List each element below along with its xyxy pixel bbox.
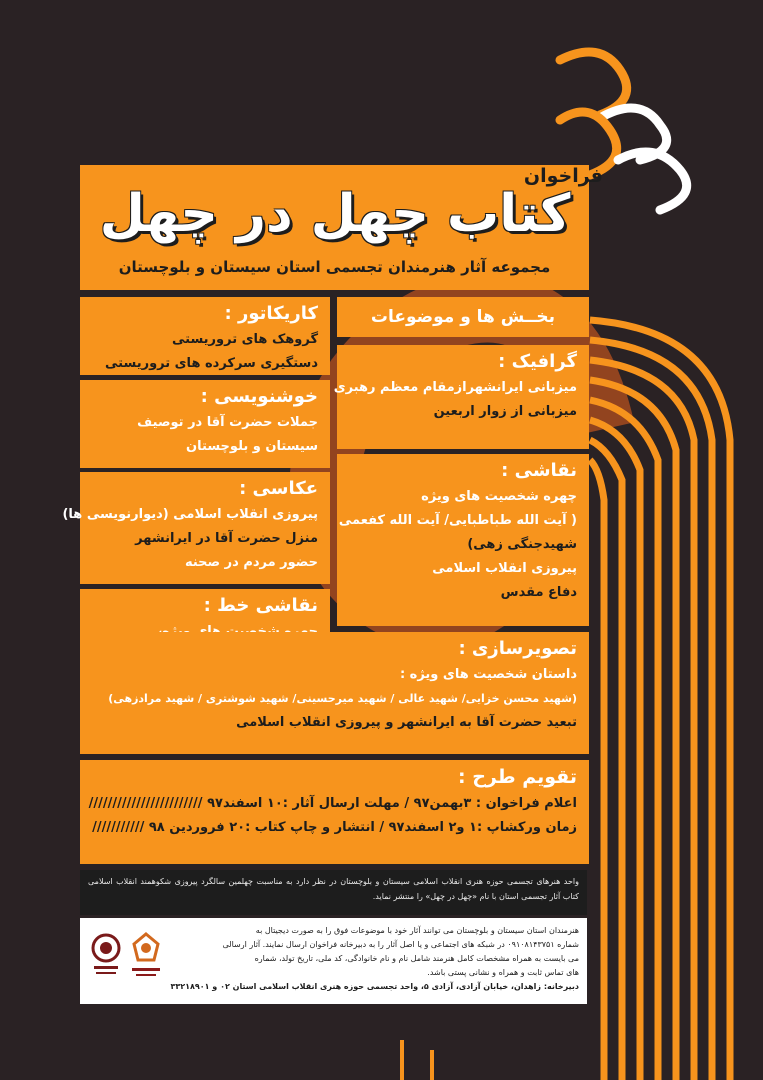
art-center-logo-icon — [128, 930, 164, 986]
calendar-line: زمان ورکشاپ :۱ و۲ اسفند۹۷ / انتشار و چاپ کتاب :۲۰ فروردین ۹۸ /////////// — [92, 820, 577, 835]
graphic-title: گرافیک : — [498, 351, 577, 372]
info-line: دبیرخانه: زاهدان، خیابان آزادی، آزادی ۵، واحد تجسمی حوزه هنری انقلاب اسلامی استان ۰۲ و ۳۳۲۱۸۹۰۱ — [170, 982, 579, 991]
cartoon-box — [80, 297, 330, 375]
photography-box — [62, 472, 330, 584]
illustration-box — [80, 632, 589, 754]
photography-line: حضور مردم در صحنه — [184, 555, 318, 570]
graphic-line: میزبانی ایرانشهرازمقام معظم رهبری — [333, 380, 577, 395]
calligraphy-title: خوشنویسی : — [200, 386, 318, 407]
info-line: هنرمندان استان سیستان و بلوچستان می توانند آثار خود با موضوعات فوق را به صورت دیجیتال به — [255, 926, 579, 935]
illustration-title: تصویرسازی : — [458, 638, 577, 659]
poster-subtitle: مجموعه آثار هنرمندان تجسمی استان سیستان و بلوچستان — [118, 258, 551, 276]
painting-title: نقاشی : — [501, 460, 577, 481]
photography-line: منزل حضرت آقا در ایرانشهر — [135, 531, 318, 546]
painting-line: ( آیت الله طباطبایی/ آیت الله کفعمی — [338, 513, 577, 528]
calligraphy-line: جملات حضرت آقا در توصیف — [137, 415, 318, 430]
calligraphy-painting-title: نقاشی خط : — [203, 595, 318, 616]
graphic-box — [333, 345, 589, 449]
organization-emblem-icon — [90, 932, 122, 984]
illustration-line: تبعید حضرت آقا به ایرانشهر و پیروزی انقلاب اسلامی — [236, 715, 577, 730]
cartoon-line: دستگیری سرکرده های تروریستی — [105, 356, 318, 371]
info-line: های تماس ثابت و همراه و نشانی پستی باشد. — [427, 968, 579, 977]
photography-title: عکاسی : — [239, 478, 318, 499]
sections-heading: بخــش ها و موضوعات — [337, 297, 589, 337]
calendar-title: تقویم طرح : — [458, 766, 577, 788]
painting-line: دفاع مقدس — [500, 585, 577, 600]
calendar-line: اعلام فراخوان : ۳بهمن۹۷ / مهلت ارسال آثار :۱۰ اسفند۹۷ //////////////////////// — [88, 796, 577, 811]
poster-title: کتاب چهل در چهل — [99, 184, 571, 244]
call-label: فراخوان — [523, 165, 603, 187]
photography-line: پیروزی انقلاب اسلامی (دیوارنویسی ها) — [62, 507, 318, 522]
calendar-box — [80, 760, 589, 864]
calligraphy-box — [80, 380, 330, 468]
info-box — [80, 918, 587, 1004]
painting-line: شهیدجنگی زهی) — [467, 537, 577, 552]
info-line: می بایست به همراه مشخصات کامل هنرمند شامل نام و نام خانوادگی، کد ملی، تاریخ تولد، شماره — [254, 954, 579, 963]
painting-box — [337, 454, 589, 626]
illustration-line: (شهید محسن خزایی/ شهید عالی / شهید میرحسینی/ شهید شوشتری / شهید مرادزهی) — [108, 692, 577, 705]
cartoon-title: کاریکاتور : — [224, 303, 318, 324]
painting-line: پیروزی انقلاب اسلامی — [432, 561, 577, 576]
cartoon-line: گروهک های تروریستی — [171, 332, 318, 347]
graphic-line: میزبانی از زوار اربعین — [433, 404, 577, 419]
info-line: شماره ۰۹۱۰۸۱۴۳۷۵۱ در شبکه های اجتماعی و یا اصل آثار را به دبیرخانه فراخوان ارسال نمایند. آثار ارسالی — [222, 940, 579, 949]
calligraphy-line: سیستان و بلوچستان — [186, 439, 318, 454]
illustration-line: داستان شخصیت های ویژه : — [399, 667, 577, 682]
painting-line: چهره شخصیت های ویژه — [421, 489, 577, 504]
announcement-strip: واحد هنرهای تجسمی حوزه هنری انقلاب اسلامی سیستان و بلوچستان در نظر دارد به مناسبت چهلمین سالگرد پیروزی شکوهمند انقلاب اسلامی کتاب آثار تجسمی استان با نام «چهل در چهل» را منتشر نماید. — [80, 870, 587, 915]
